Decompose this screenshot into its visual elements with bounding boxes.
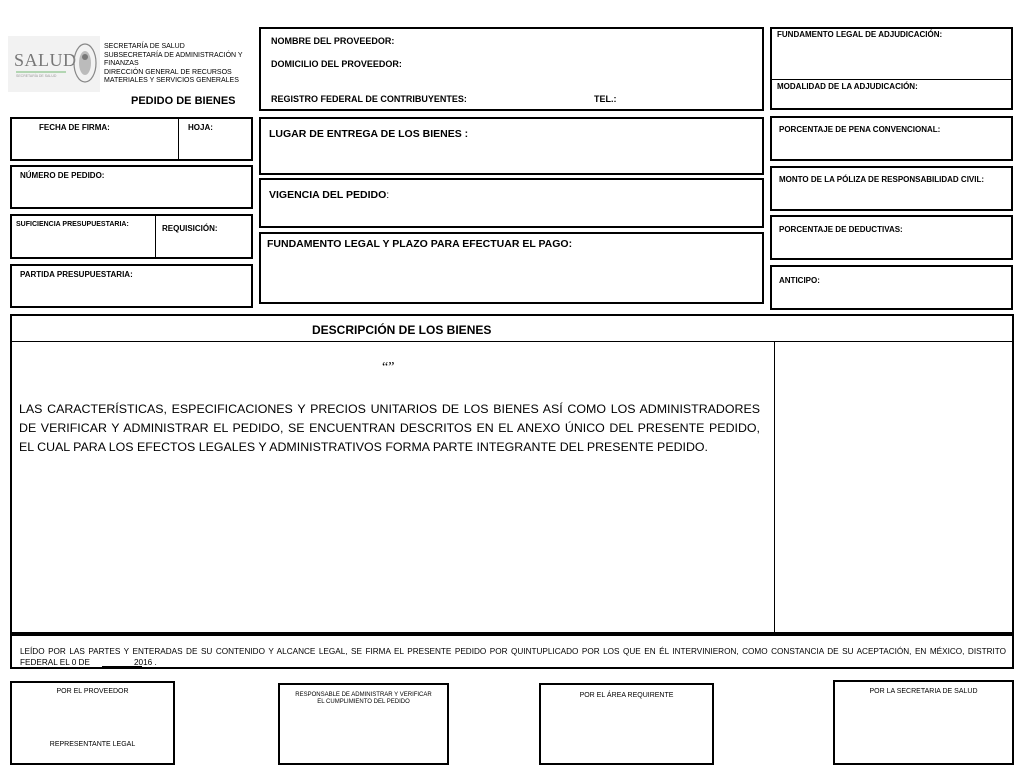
suficiencia-label: SUFICIENCIA PRESUPUESTARIA: [16,221,129,228]
agency-lines [104,43,254,86]
legal-date-prefix: FEDERAL EL 0 DE [20,658,90,667]
logo-stripe [16,71,66,73]
vigencia-colon: : [386,189,390,201]
provider-box [259,27,764,111]
description-header-divider [12,341,1012,342]
deductivas-box [770,215,1013,260]
description-box [10,314,1014,634]
pena-box [770,116,1013,161]
signature-responsable-label: RESPONSABLE DE ADMINISTRAR Y VERIFICAR EL CUMPLIMIENTO DEL PEDIDO [295,692,432,705]
lugar-entrega-box [259,117,764,175]
agency-line: DIRECCIÓN GENERAL DE RECURSOS [104,68,232,76]
adjudicacion-divider [772,79,1011,80]
deductivas-label: PORCENTAJE DE DEDUCTIVAS: [779,225,903,234]
description-quotes: “” [382,360,395,375]
signature-area-box [539,683,714,765]
partida-box [10,264,253,308]
suficiencia-box [10,214,253,259]
legal-year: 2016 . [134,658,157,667]
pena-label: PORCENTAJE DE PENA CONVENCIONAL: [779,125,941,134]
salud-logo-text: SALUD [14,50,77,70]
tel-label: TEL.: [594,94,617,104]
agency-line: MATERIALES Y SERVICIOS GENERALES [104,77,239,84]
signature-proveedor-box [10,681,175,765]
requisicion-label: REQUISICIÓN: [162,224,218,233]
suficiencia-divider [155,216,156,257]
modalidad-label: MODALIDAD DE LA ADJUDICACIÓN: [777,82,918,91]
description-title: DESCRIPCIÓN DE LOS BIENES [312,323,492,337]
provider-name-label: NOMBRE DEL PROVEEDOR: [271,36,395,46]
vigencia-box [259,178,764,228]
vigencia-label [269,189,389,201]
numero-pedido-label: NÚMERO DE PEDIDO: [20,171,105,180]
doc-title: PEDIDO DE BIENES [131,95,236,107]
fundamento-adjudicacion-label: FUNDAMENTO LEGAL DE ADJUDICACIÓN: [777,30,943,39]
signature-responsable-box [278,683,449,765]
description-column-divider [774,341,775,632]
fecha-hoja-divider [178,119,179,159]
signature-representante-label: REPRESENTANTE LEGAL [49,741,136,748]
poliza-label: MONTO DE LA PÓLIZA DE RESPONSABILIDAD CIVIL: [779,175,985,184]
anticipo-label: ANTICIPO: [779,276,820,285]
adjudicacion-box [770,27,1013,110]
signature-secretaria-label: POR LA SECRETARIA DE SALUD [869,688,978,695]
signature-area-label: POR EL ÁREA REQUIRENTE [579,692,674,699]
fecha-firma-label: FECHA DE FIRMA: [39,123,110,132]
coat-of-arms-icon [72,42,98,84]
logo-subtext: SECRETARÍA DE SALUD [16,74,57,78]
hoja-label: HOJA: [188,123,213,132]
provider-address-label: DOMICILIO DEL PROVEEDOR: [271,59,402,69]
fecha-firma-box [10,117,253,161]
rfc-label: REGISTRO FEDERAL DE CONTRIBUYENTES: [271,94,467,104]
anticipo-box [770,265,1013,310]
signature-proveedor-label: POR EL PROVEEDOR [56,688,129,695]
partida-label: PARTIDA PRESUPUESTARIA: [20,270,133,279]
poliza-box [770,166,1013,211]
lugar-entrega-label: LUGAR DE ENTREGA DE LOS BIENES : [269,128,469,140]
vigencia-text: VIGENCIA DEL PEDIDO [269,189,387,201]
description-body: LAS CARACTERÍSTICAS, ESPECIFICACIONES Y PRECIOS UNITARIOS DE LOS BIENES ASÍ COMO LOS ADMINISTRADORES DE VERIFICAR Y ADMINISTRAR EL PEDIDO, SE ENCUENTRAN DESCRITOS EN EL ANEXO ÚNICO DEL PRESENTE PEDIDO, EL CUAL PARA LOS EFECTOS LEGALES Y ADMINISTRATIVOS FORMA PARTE INTEGRANTE DEL PRESENTE PEDIDO. [19,402,760,454]
agency-line: SUBSECRETARÍA DE ADMINISTRACIÓN Y [104,51,243,59]
fundamento-pago-label: FUNDAMENTO LEGAL Y PLAZO PARA EFECTUAR EL PAGO: [267,238,573,250]
legal-text: LEÍDO POR LAS PARTES Y ENTERADAS DE SU CONTENIDO Y ALCANCE LEGAL, SE FIRMA EL PRESENTE PEDIDO POR QUINTUPLICADO POR LOS QUE EN ÉL INTERVINIERON, COMO CONSTANCIA DE SU ACEPTACIÓN, EN MÉXICO, DISTRITO [20,647,1006,656]
agency-line: SECRETARÍA DE SALUD [104,43,185,50]
legal-box [10,634,1014,669]
signature-secretaria-box [833,680,1014,765]
agency-line: FINANZAS [104,60,139,67]
numero-pedido-box [10,165,253,209]
logo-block [8,36,100,92]
fundamento-pago-box [259,232,764,304]
